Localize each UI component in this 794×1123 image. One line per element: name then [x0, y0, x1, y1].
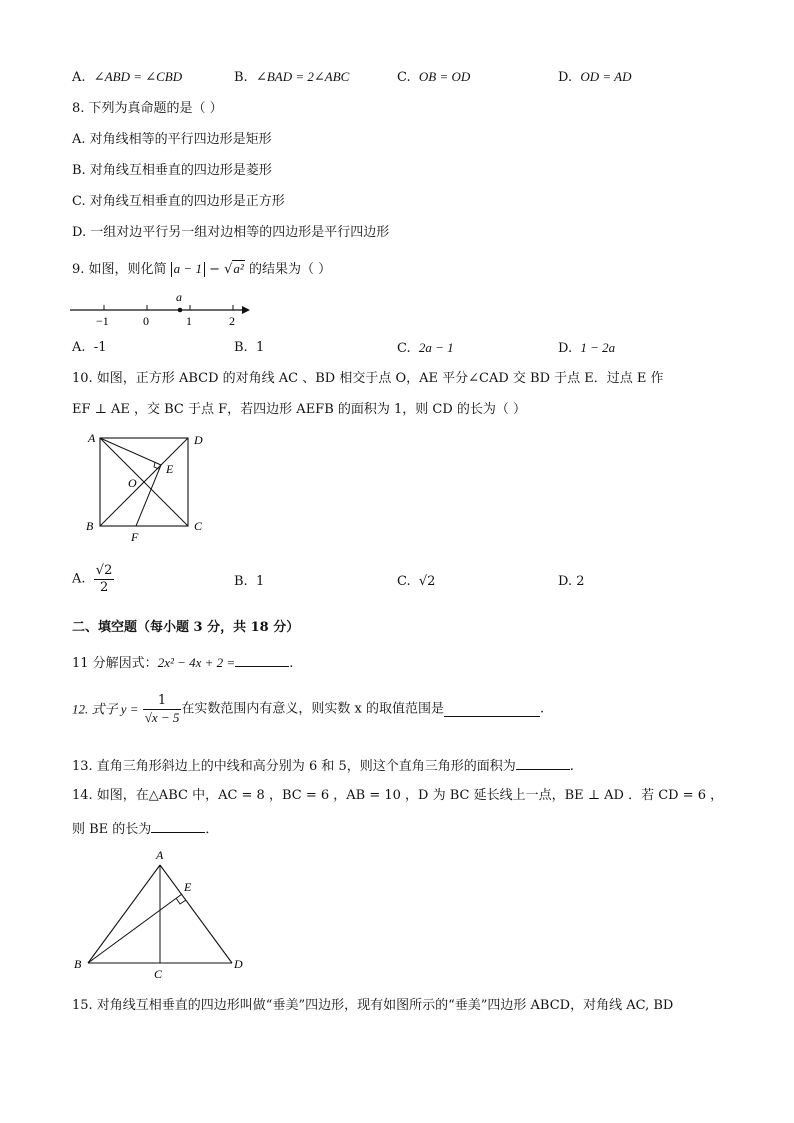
label-e: E — [166, 462, 174, 476]
label-c: C — [194, 519, 203, 533]
q9-abs-expr: a − 1 — [171, 262, 205, 277]
point-a-label: a — [176, 290, 182, 304]
label-d: D — [234, 957, 243, 971]
tick-label-1: 1 — [186, 314, 192, 328]
q12-answer-blank[interactable] — [444, 702, 540, 717]
q14-triangle-figure — [70, 845, 260, 985]
label-c: C — [154, 967, 163, 981]
q8-option-c: C. 对角线互相垂直的四边形是正方形 — [72, 194, 285, 209]
segment-be — [88, 894, 182, 963]
q12-fraction: $\frac{1}{√x - 5}$ — [144, 693, 180, 725]
q13-answer-blank[interactable] — [516, 755, 570, 770]
q9-option-d: D. 1 − 2a — [558, 340, 616, 356]
point-a — [178, 308, 183, 313]
segment-ad — [160, 865, 232, 963]
q10-square-figure — [82, 428, 212, 546]
tick-label-0: 0 — [143, 314, 149, 328]
q10-option-a: A. $\frac{√2}{2}$ — [72, 563, 113, 595]
q10-option-d: D. 2 — [558, 574, 585, 589]
q7-option-c: C. OB = OD — [397, 69, 471, 85]
tick-label-2: 2 — [229, 314, 235, 328]
q7-option-b: B. ∠BAD = 2∠ABC — [234, 69, 350, 85]
q11-answer-blank[interactable] — [235, 652, 289, 667]
label-b: B — [74, 957, 82, 971]
q9-option-b: B. 1 — [234, 340, 265, 355]
q9-stem: 9. 如图，则化简 a − 1 − √a² 的结果为（ ） — [72, 261, 332, 277]
label-e: E — [184, 880, 192, 894]
tick-label-minus1: −1 — [96, 314, 109, 328]
q9-number-line — [70, 290, 260, 330]
q10-line2: EF ⊥ AE ，交 BC 于点 F，若四边形 AEFB 的面积为 1，则 CD 的长为（ ） — [72, 402, 527, 417]
q7-option-d: D. OD = AD — [558, 69, 632, 85]
label-d: D — [194, 433, 203, 447]
q10-option-a-fraction: $\frac{√2}{2}$ — [95, 563, 113, 595]
q10-option-c: C. √2 — [397, 574, 436, 589]
q12-stem: 12. 式子 y = $\frac{1}{√x - 5}$ 在实数范围内有意义，则实数 x 的取值范围是 . — [72, 693, 545, 725]
q10-option-b: B. 1 — [234, 574, 265, 589]
q14-answer-blank[interactable] — [151, 818, 205, 833]
segment-ab — [88, 865, 160, 963]
label-b: B — [86, 519, 94, 533]
label-a: A — [156, 848, 164, 862]
label-o: O — [128, 476, 137, 490]
q8-option-a: A. 对角线相等的平行四边形是矩形 — [72, 132, 272, 147]
q7-option-a: A. ∠ABD = ∠CBD — [72, 69, 183, 85]
q15-stem: 15. 对角线互相垂直的四边形叫做“垂美”四边形，现有如图所示的“垂美”四边形 ABCD，对角线 AC, BD — [72, 998, 674, 1013]
q13-stem: 13. 直角三角形斜边上的中线和高分别为 6 和 5，则这个直角三角形的面积为 . — [72, 755, 574, 776]
q9-option-c: C. 2a − 1 — [397, 340, 454, 356]
section-title: 二、填空题（每小题 3 分，共 18 分） — [72, 620, 300, 635]
q8-stem: 8. 下列为真命题的是（ ） — [72, 101, 223, 116]
label-a: A — [88, 431, 96, 445]
q8-option-d: D. 一组对边平行另一组对边相等的四边形是平行四边形 — [72, 225, 390, 240]
label-f: F — [131, 530, 139, 544]
q9-option-a: A. -1 — [72, 340, 107, 355]
q8-option-b: B. 对角线互相垂直的四边形是菱形 — [72, 163, 272, 178]
q14-line1: 14. 如图，在△ABC 中，AC = 8 ，BC = 6 ，AB = 10 ，D 为 BC 延长线上一点，BE ⊥ AD ．若 CD = 6 ， — [72, 788, 724, 803]
q10-line1: 10. 如图，正方形 ABCD 的对角线 AC 、BD 相交于点 O，AE 平分∠CAD 交 BD 于点 E．过点 E 作 — [72, 371, 664, 386]
q14-line2: 则 BE 的长为 ． — [72, 818, 218, 839]
q11-stem: 11 分解因式：2x² − 4x + 2 = . — [72, 652, 293, 673]
segment-ae — [100, 438, 161, 465]
arrow-icon — [242, 306, 250, 314]
